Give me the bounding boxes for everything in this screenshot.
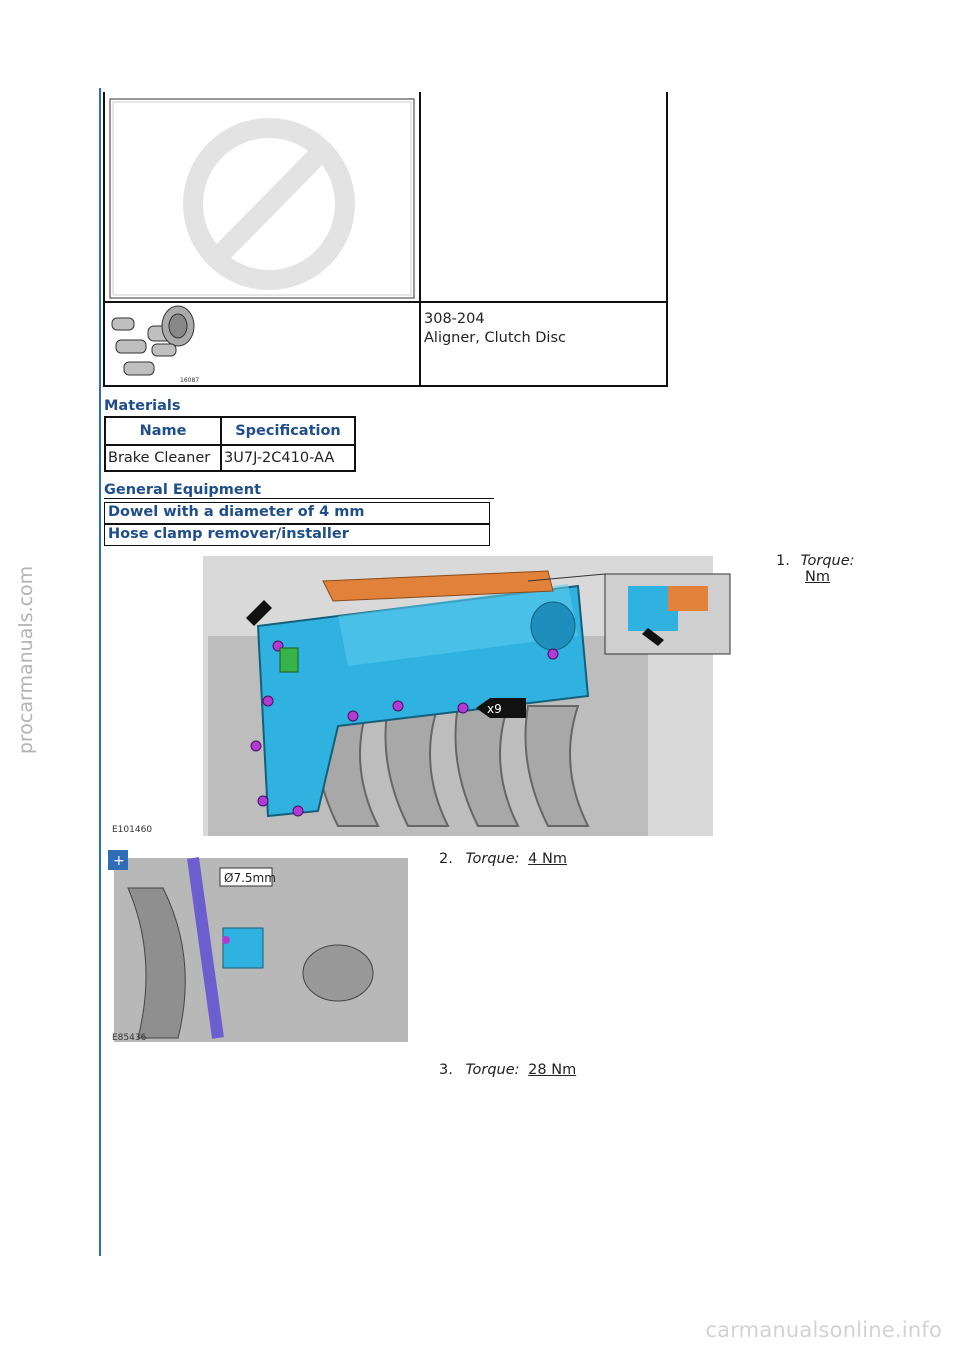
step-label: Torque: (800, 553, 855, 569)
tool-code: 308-204 (424, 311, 485, 327)
equipment-item: Dowel with a diameter of 4 mm (104, 502, 490, 524)
materials-title: Materials (104, 398, 181, 414)
step-1 (776, 553, 855, 585)
step-2 (439, 851, 567, 867)
material-name: Brake Cleaner (105, 445, 221, 471)
side-watermark (6, 540, 46, 780)
table-row (105, 445, 355, 471)
side-watermark-text: procarmanuals.com (15, 565, 37, 755)
engine-cover-figure (108, 556, 738, 838)
image-unavailable-icon (109, 98, 415, 300)
step-value: Nm (805, 569, 830, 585)
fig1-id: E101460 (112, 825, 153, 835)
equipment-item: Hose clamp remover/installer (104, 524, 490, 546)
clutch-aligner-tool-image (108, 304, 226, 384)
page-margin-rule (99, 88, 101, 1256)
materials-header-name: Name (105, 417, 221, 445)
bottom-watermark: carmanualsonline.info (705, 1318, 942, 1342)
equipment-divider (104, 498, 494, 499)
step-3 (439, 1062, 576, 1078)
step-label: Torque: (465, 1062, 520, 1078)
fig1-callout: x9 (487, 702, 502, 716)
fig2-callout: Ø7.5mm (224, 871, 276, 885)
tool-description (424, 310, 566, 348)
fig2-id: E85436 (112, 1033, 147, 1043)
step-number: 2. (439, 851, 453, 867)
general-equipment-title: General Equipment (104, 482, 262, 498)
materials-table (104, 416, 356, 472)
step-number: 3. (439, 1062, 453, 1078)
sensor-clamp-figure (108, 848, 410, 1044)
materials-header-spec: Specification (221, 417, 355, 445)
material-spec: 3U7J-2C410-AA (221, 445, 355, 471)
step-number: 1. (776, 553, 790, 569)
zoom-icon: + (113, 853, 125, 869)
tool-name: Aligner, Clutch Disc (424, 330, 566, 346)
step-value: 28 Nm (528, 1062, 577, 1078)
tool-image-ref: 16087 (180, 377, 200, 384)
step-label: Torque: (465, 851, 520, 867)
step-value: 4 Nm (528, 851, 567, 867)
